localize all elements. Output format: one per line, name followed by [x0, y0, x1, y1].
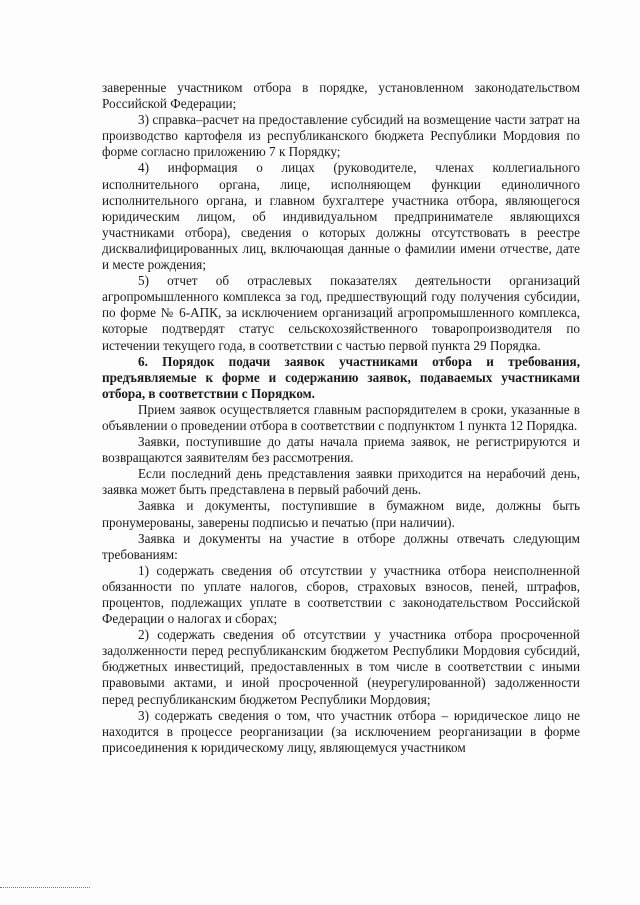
requirement-item-3: 3) содержать сведения о том, что участник отбора – юридическое лицо не находится в процессе реорганизации (за исключением реорганизации в форме присоединения к юридическому лицу, являющемуся участником — [102, 707, 580, 755]
requirement-item-1: 1) содержать сведения об отсутствии у участника отбора неисполненной обязанности по уплате налогов, сборов, страховых взносов, пеней, штрафов, процентов, подлежащих уплате в соответствии с законодательством Российской Федерации о налогах и сборах; — [102, 562, 580, 627]
paragraph: Прием заявок осуществляется главным распорядителем в сроки, указанные в объявлении о проведении отбора в соответствии с подпунктом 1 пункта 12 Порядка. — [102, 401, 580, 433]
paragraph-continuation: заверенные участником отбора в порядке, установленном законодательством Российской Федерации; — [102, 80, 580, 112]
paragraph-item-3: 3) справка–расчет на предоставление субсидий на возмещение части затрат на производство картофеля из республиканского бюджета Республики Мордовия по форме согласно приложению 7 к Порядку; — [102, 112, 580, 160]
paragraph-item-5: 5) отчет об отраслевых показателях деятельности организаций агропромышленного комплекса за год, предшествующий году получения субсидии, по форме № 6-АПК, за исключением организаций агропромышленного комплекса, которые подтвердят статус сельскохозяйственного товаропроизводителя по истечении текущего года, в соответствии с частью первой пункта 29 Порядка. — [102, 273, 580, 353]
scan-edge-rule — [0, 887, 90, 888]
requirement-item-2: 2) содержать сведения об отсутствии у участника отбора просроченной задолженности перед республиканским бюджетом Республики Мордовия субсидий, бюджетных инвестиций, предоставленных в том числе в соответствии с иными правовыми актами, и иной просроченной (неурегулированной) задолженности перед республиканским бюджетом Республики Мордовия; — [102, 627, 580, 707]
paragraph: Если последний день представления заявки приходится на нерабочий день, заявка может быть представлена в первый рабочий день. — [102, 466, 580, 498]
paragraph: Заявка и документы на участие в отборе должны отвечать следующим требованиям: — [102, 530, 580, 562]
document-body — [102, 80, 580, 756]
paragraph: Заявки, поступившие до даты начала приема заявок, не регистрируются и возвращаются заявителям без рассмотрения. — [102, 434, 580, 466]
paragraph-item-4: 4) информация о лицах (руководителе, членах коллегиального исполнительного органа, лице, исполняющем функции единоличного исполнительного органа, и главном бухгалтере участника отбора, являющегося юридическим лицом, об индивидуальном предпринимателе являющихся участниками отбора), сведения о которых должны отсутствовать в реестре дисквалифицированных лиц, включающая данные о фамилии имени отчестве, дате и месте рождения; — [102, 160, 580, 273]
paragraph: Заявка и документы, поступившие в бумажном виде, должны быть пронумерованы, заверены подписью и печатью (при наличии). — [102, 498, 580, 530]
section-heading: 6. Порядок подачи заявок участниками отбора и требования, предъявляемые к форме и содержанию заявок, подаваемых участниками отбора, в соответствии с Порядком. — [102, 353, 580, 401]
